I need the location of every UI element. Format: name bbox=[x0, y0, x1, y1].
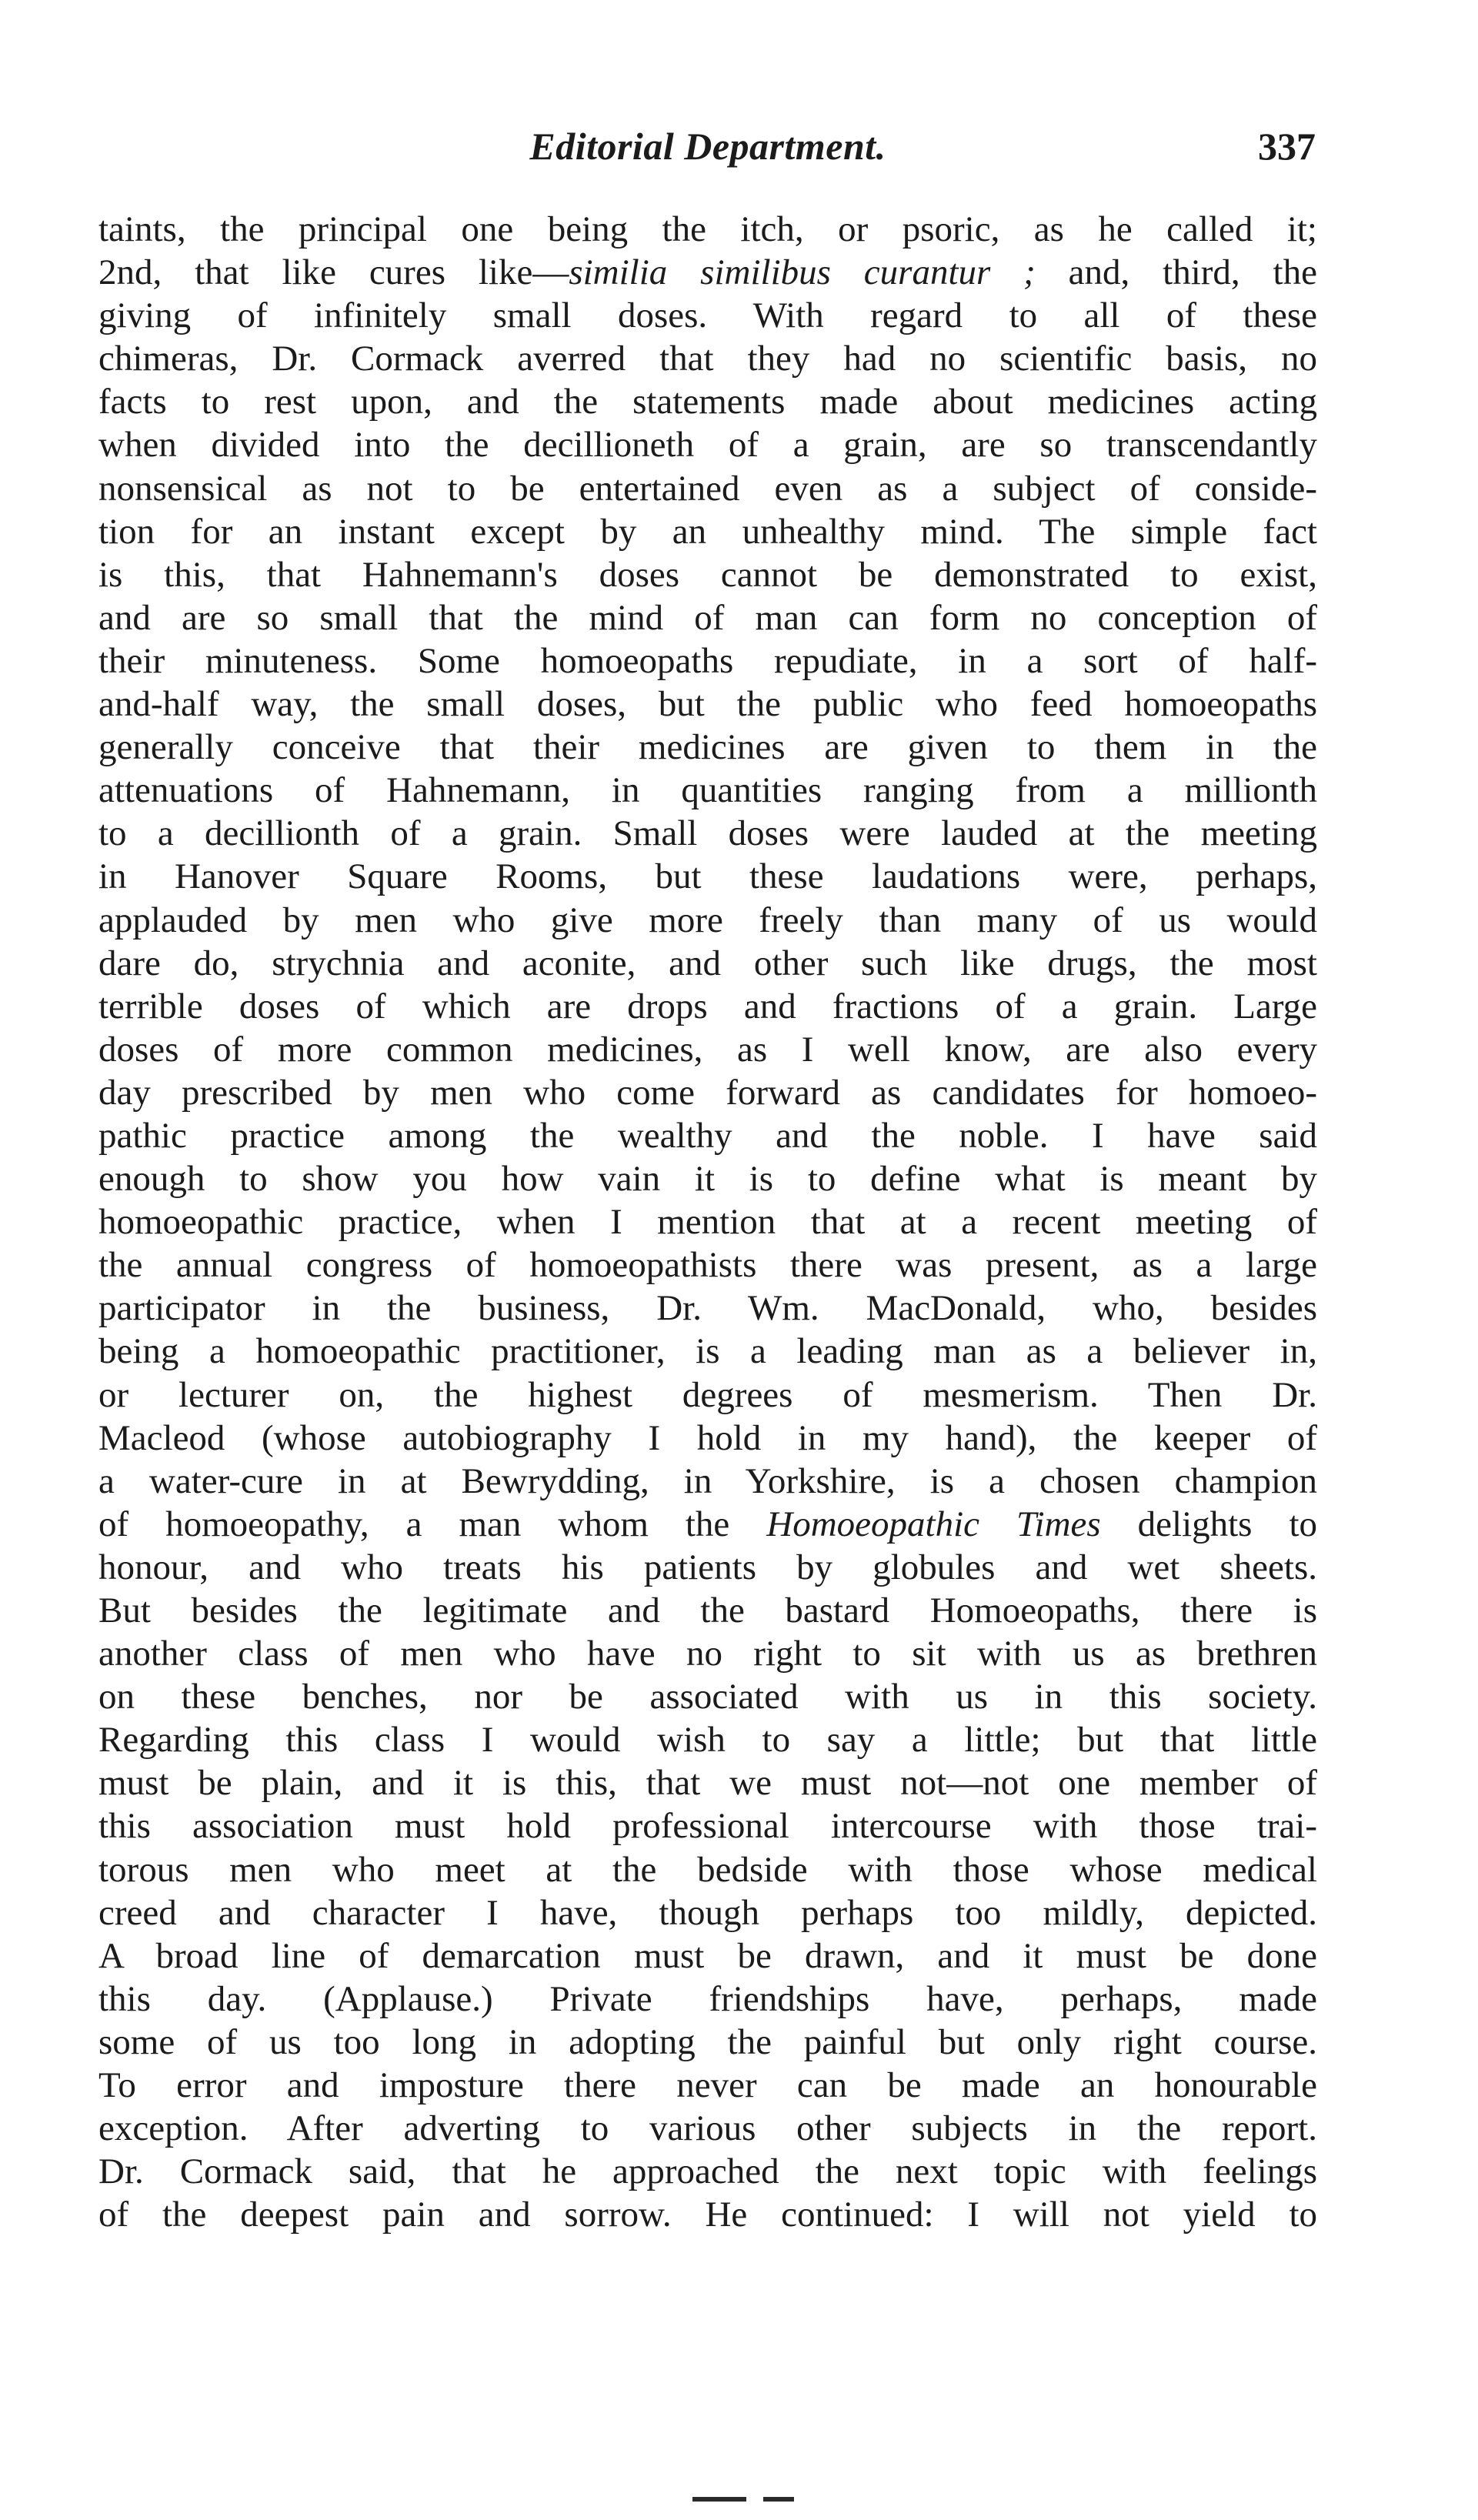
text-line: But besides the legitimate and the bastard Homoeopaths, there is bbox=[98, 1590, 1317, 1630]
text-line: honour, and who treats his patients by globules and wet sheets. bbox=[98, 1547, 1317, 1587]
text-line: taints, the principal one being the itch, or psoric, as he called it; bbox=[98, 209, 1317, 249]
text-segment: and, third, the bbox=[1035, 252, 1317, 293]
text-line: A broad line of demarcation must be drawn, and it must be done bbox=[98, 1935, 1317, 1976]
text-line: Macleod (whose autobiography I hold in my hand), the keeper of bbox=[98, 1417, 1317, 1458]
text-line: when divided into the decillioneth of a grain, are so transcendantly bbox=[98, 425, 1317, 466]
print-mark bbox=[763, 2497, 794, 2502]
text-line: a water-cure in at Bewrydding, in Yorkshire, is a chosen champion bbox=[98, 1460, 1317, 1501]
text-segment: of homoeopathy, a man whom the bbox=[98, 1504, 767, 1544]
text-line bbox=[98, 251, 1317, 294]
text-line: on these benches, nor be associated with us in this society. bbox=[98, 1677, 1317, 1717]
text-line: their minuteness. Some homoeopaths repudiate, in a sort of half- bbox=[98, 640, 1317, 681]
page-number: 337 bbox=[1258, 125, 1316, 168]
text-line: another class of men who have no right to sit with us as brethren bbox=[98, 1634, 1317, 1674]
text-line: Dr. Cormack said, that he approached the next topic with feelings bbox=[98, 2151, 1317, 2192]
text-line: enough to show you how vain it is to define what is meant by bbox=[98, 1159, 1317, 1200]
text-line: the annual congress of homoeopathists there was present, as a large bbox=[98, 1245, 1317, 1286]
text-line: Regarding this class I would wish to say a little; but that little bbox=[98, 1720, 1317, 1761]
text-line: and-half way, the small doses, but the public who feed homoeopaths bbox=[98, 684, 1317, 725]
bottom-rule-marks bbox=[692, 2497, 862, 2505]
text-line: To error and imposture there never can be made an honourable bbox=[98, 2065, 1317, 2106]
text-line: is this, that Hahnemann's doses cannot be demonstrated to exist, bbox=[98, 554, 1317, 595]
text-line: tion for an instant except by an unhealthy mind. The simple fact bbox=[98, 511, 1317, 552]
text-line: in Hanover Square Rooms, but these laudations were, perhaps, bbox=[98, 856, 1317, 897]
text-line bbox=[98, 1503, 1317, 1546]
text-line: or lecturer on, the highest degrees of mesmerism. Then Dr. bbox=[98, 1374, 1317, 1415]
text-line: this day. (Applause.) Private friendships have, perhaps, made bbox=[98, 1978, 1317, 2019]
text-line: facts to rest upon, and the statements made about medicines acting bbox=[98, 382, 1317, 422]
text-line: some of us too long in adopting the painful but only right course. bbox=[98, 2021, 1317, 2062]
running-head bbox=[100, 123, 1316, 177]
text-line: torous men who meet at the bedside with those whose medical bbox=[98, 1849, 1317, 1890]
text-line: to a decillionth of a grain. Small doses were lauded at the meeting bbox=[98, 813, 1317, 854]
text-line: doses of more common medicines, as I well know, are also every bbox=[98, 1029, 1317, 1070]
text-line: must be plain, and it is this, that we must not—not one member of bbox=[98, 1763, 1317, 1804]
text-line: of the deepest pain and sorrow. He continued: I will not yield to bbox=[98, 2195, 1317, 2235]
text-line: this association must hold professional intercourse with those trai- bbox=[98, 1806, 1317, 1847]
text-line: pathic practice among the wealthy and the noble. I have said bbox=[98, 1115, 1317, 1156]
text-line: generally conceive that their medicines are given to them in the bbox=[98, 727, 1317, 768]
text-line: chimeras, Dr. Cormack averred that they had no scientific basis, no bbox=[98, 339, 1317, 379]
text-line: applauded by men who give more freely than many of us would bbox=[98, 900, 1317, 940]
latin-phrase: similia similibus curantur ; bbox=[569, 252, 1036, 293]
journal-title: Homoeopathic Times bbox=[766, 1504, 1101, 1544]
text-line: attenuations of Hahnemann, in quantities ranging from a millionth bbox=[98, 770, 1317, 811]
text-segment: delights to bbox=[1100, 1504, 1317, 1544]
text-line: dare do, strychnia and aconite, and other such like drugs, the most bbox=[98, 943, 1317, 983]
text-line: being a homoeopathic practitioner, is a leading man as a believer in, bbox=[98, 1331, 1317, 1372]
text-line: nonsensical as not to be entertained even as a subject of conside- bbox=[98, 468, 1317, 509]
running-title: Editorial Department. bbox=[529, 125, 886, 168]
text-line: day prescribed by men who come forward as candidates for homoeo- bbox=[98, 1072, 1317, 1113]
text-line: terrible doses of which are drops and fractions of a grain. Large bbox=[98, 986, 1317, 1026]
text-segment: 2nd, that like cures like— bbox=[98, 252, 569, 293]
body-text bbox=[98, 208, 1317, 2236]
text-line: participator in the business, Dr. Wm. MacDonald, who, besides bbox=[98, 1288, 1317, 1329]
text-line: exception. After adverting to various other subjects in the report. bbox=[98, 2108, 1317, 2149]
text-line: creed and character I have, though perhaps too mildly, depicted. bbox=[98, 1892, 1317, 1933]
text-line: giving of infinitely small doses. With regard to all of these bbox=[98, 295, 1317, 336]
text-line: and are so small that the mind of man can form no conception of bbox=[98, 597, 1317, 638]
text-line: homoeopathic practice, when I mention that at a recent meeting of bbox=[98, 1202, 1317, 1243]
print-mark bbox=[692, 2497, 746, 2502]
